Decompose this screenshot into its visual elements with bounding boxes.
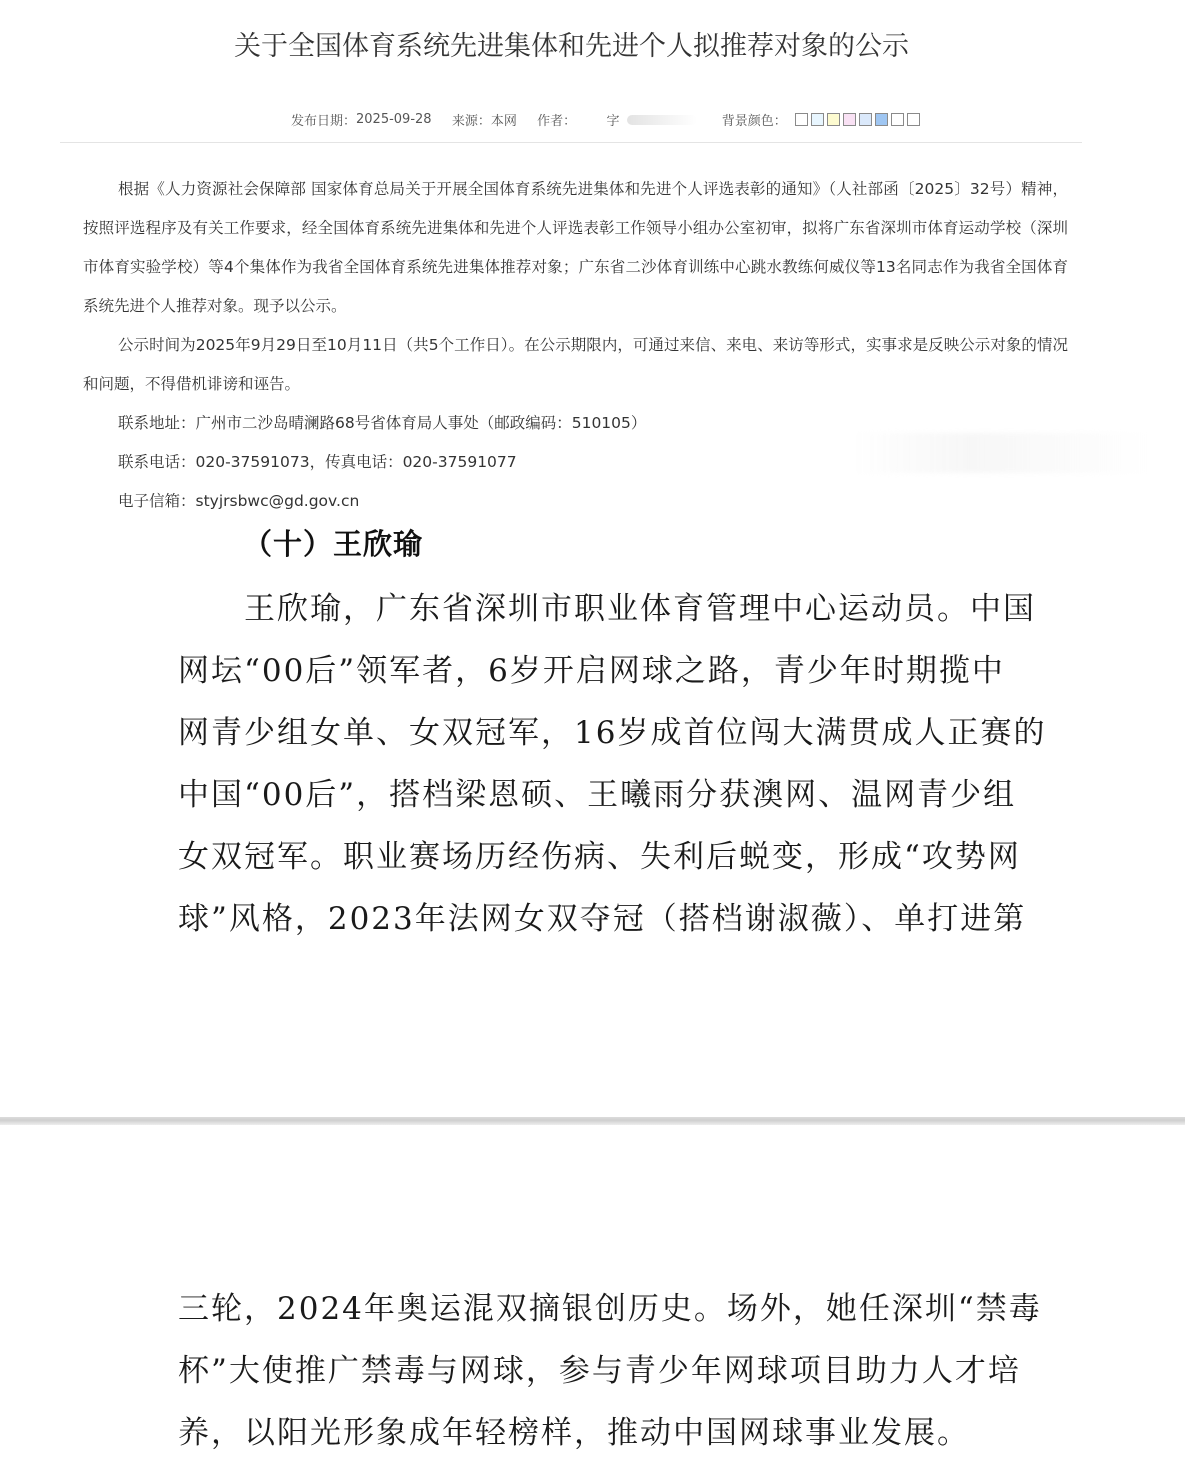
document-line: 王欣瑜，广东省深圳市职业体育管理中心运动员。中国 — [178, 591, 1036, 627]
bg-swatch-1[interactable] — [795, 113, 808, 126]
bg-color-label: 背景颜色： — [721, 114, 787, 129]
redaction-blur — [850, 433, 1150, 473]
header-divider — [60, 142, 1082, 143]
document-line: 网青少组女单、女双冠军，16岁成首位闯大满贯成人正赛的 — [178, 715, 1047, 751]
source-label: 来源： — [451, 114, 491, 129]
document-line: 网坛“00后”领军者，6岁开启网球之路，青少年时期揽中 — [178, 653, 1005, 689]
page-title: 关于全国体育系统先进集体和先进个人拟推荐对象的公示 — [234, 31, 909, 62]
bg-swatch-6[interactable] — [875, 113, 888, 126]
document-line: 中国“00后”，搭档梁恩硕、王曦雨分获澳网、温网青少组 — [178, 777, 1017, 813]
article-meta — [291, 110, 923, 130]
author-value: 字 — [606, 114, 620, 129]
publish-date-label: 发布日期： — [291, 114, 357, 129]
bg-swatch-4[interactable] — [843, 113, 856, 126]
notice-paragraph-2: 公示时间为2025年9月29日至10月11日（共5个工作日）。在公示期限内，可通过来信、来电、来访等形式，实事求是反映公示对象的情况和问题，不得借机诽谤和诬告。 — [83, 336, 1068, 393]
document-line: 球”风格，2023年法网女双夺冠（搭档谢淑薇）、单打进第 — [178, 901, 1027, 937]
contact-address: 联系地址：广州市二沙岛晴澜路68号省体育局人事处（邮政编码：510105） — [118, 414, 647, 432]
document-line: 杯”大使推广禁毒与网球，参与青少年网球项目助力人才培 — [178, 1353, 1021, 1389]
bg-swatch-8[interactable] — [907, 113, 920, 126]
document-line: 养，以阳光形象成年轻榜样，推动中国网球事业发展。 — [178, 1415, 970, 1451]
document-heading: （十）王欣瑜 — [243, 527, 424, 561]
bg-swatch-5[interactable] — [859, 113, 872, 126]
document-line: 三轮，2024年奥运混双摘银创历史。场外，她任深圳“禁毒 — [178, 1291, 1042, 1327]
author-redaction — [627, 115, 697, 125]
bg-swatch-7[interactable] — [891, 113, 904, 126]
contact-phone: 联系电话：020-37591073，传真电话：020-37591077 — [118, 453, 517, 471]
notice-paragraph-1: 根据《人力资源社会保障部 国家体育总局关于开展全国体育系统先进集体和先进个人评选表彰的通知》（人社部函〔2025〕32号）精神，按照评选程序及有关工作要求，经全国体育系统先进集体和先进个人评选表彰工作领导小组办公室初审，拟将广东省深圳市体育运动学校（深圳市体育实验学校）等4个集体作为我省全国体育系统先进集体推荐对象；广东省二沙体育训练中心跳水教练何威仪等13名同志作为我省全国体育系统先进个人推荐对象。现予以公示。 — [83, 180, 1068, 315]
source-value: 本网 — [490, 114, 517, 129]
bg-swatch-3[interactable] — [827, 113, 840, 126]
bg-swatch-2[interactable] — [811, 113, 824, 126]
document-line: 女双冠军。职业赛场历经伤病、失利后蜕变，形成“攻势网 — [178, 839, 1021, 875]
contact-email: 电子信箱：styjrsbwc@gd.gov.cn — [118, 492, 360, 510]
page-break — [0, 1117, 1185, 1125]
document-text-page-1 — [178, 578, 1047, 950]
document-text-page-2 — [178, 1278, 1042, 1464]
bg-color-picker — [795, 112, 923, 127]
publish-date: 2025-09-28 — [356, 112, 432, 127]
author-label: 作者： — [537, 114, 577, 129]
